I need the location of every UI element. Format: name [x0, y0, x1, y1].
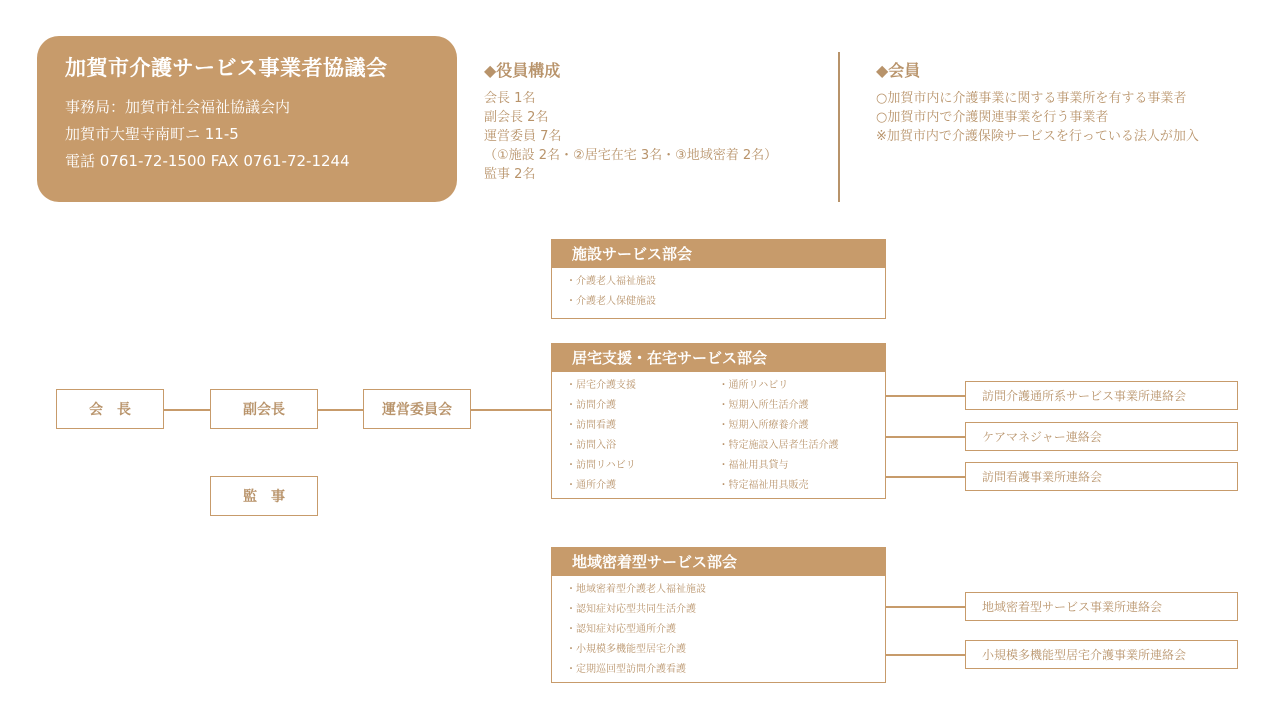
dept-item: ・居宅介護支援	[566, 380, 636, 391]
connector-committee-dept	[471, 409, 551, 411]
dept-item: ・訪問介護	[566, 400, 616, 411]
liaison-label: 訪問介護通所系サービス事業所連絡会	[982, 389, 1187, 403]
officers-heading: ◆役員構成	[484, 61, 561, 80]
officer-line: 副会長 2名	[484, 110, 549, 125]
dept-item: ・訪問入浴	[566, 440, 616, 451]
liaison-box	[965, 422, 1238, 451]
dept-title: 地域密着型サービス部会	[552, 548, 885, 576]
dept-item: ・短期入所療養介護	[718, 420, 809, 431]
facility-service-dept	[551, 239, 886, 319]
office-location: 事務局：加賀市社会福祉協議会内	[65, 98, 291, 116]
members-heading: ◆会員	[876, 61, 921, 80]
connector-liaison	[886, 476, 965, 478]
connector-liaison	[886, 606, 965, 608]
connector-president-vice	[164, 409, 210, 411]
officer-line: 運営委員 7名	[484, 129, 562, 144]
connector-liaison	[886, 395, 965, 397]
president-label: 会 長	[89, 402, 131, 418]
vice-president-label: 副会長	[243, 402, 285, 418]
liaison-box	[965, 592, 1238, 621]
contact-info: 電話 0761-72-1500 FAX 0761-72-1244	[65, 152, 350, 170]
dept-title: 施設サービス部会	[552, 240, 885, 268]
dept-item: ・福祉用具貸与	[718, 460, 789, 471]
committee-box	[363, 389, 471, 429]
liaison-label: 訪問看護事業所連絡会	[982, 470, 1103, 484]
liaison-label: ケアマネジャー連絡会	[982, 430, 1102, 444]
liaison-box	[965, 462, 1238, 491]
president-box	[56, 389, 164, 429]
dept-title: 居宅支援・在宅サービス部会	[552, 344, 885, 372]
dept-item: ・通所介護	[566, 480, 616, 491]
dept-item: ・認知症対応型通所介護	[566, 624, 676, 635]
connector-liaison	[886, 654, 965, 656]
dept-item: ・定期巡回型訪問介護看護	[566, 664, 686, 675]
dept-item: ・介護老人福祉施設	[566, 276, 656, 287]
auditor-box	[210, 476, 318, 516]
dept-item: ・訪問リハビリ	[566, 460, 636, 471]
connector-liaison	[886, 436, 965, 438]
dept-item: ・短期入所生活介護	[718, 400, 809, 411]
member-line: ※加賀市内で介護保険サービスを行っている法人が加入	[876, 129, 1199, 144]
vice-president-box	[210, 389, 318, 429]
dept-item: ・特定福祉用具販売	[718, 480, 809, 491]
community-dept	[551, 547, 886, 683]
home-support-dept	[551, 343, 886, 499]
dept-item: ・特定施設入居者生活介護	[718, 440, 839, 451]
member-line: ○加賀市内で介護関連事業を行う事業者	[876, 110, 1109, 125]
liaison-box	[965, 381, 1238, 410]
dept-item: ・認知症対応型共同生活介護	[566, 604, 696, 615]
dept-item: ・通所リハビリ	[718, 380, 789, 391]
dept-item: ・小規模多機能型居宅介護	[566, 644, 686, 655]
officer-line: 監事 2名	[484, 167, 536, 182]
officer-line: 会長 1名	[484, 91, 536, 106]
address: 加賀市大聖寺南町ニ 11-5	[65, 125, 239, 143]
liaison-label: 小規模多機能型居宅介護事業所連絡会	[982, 648, 1187, 662]
dept-item: ・介護老人保健施設	[566, 296, 656, 307]
connector-vice-committee	[318, 409, 363, 411]
dept-item: ・訪問看護	[566, 420, 616, 431]
liaison-label: 地域密着型サービス事業所連絡会	[982, 600, 1163, 614]
auditor-label: 監 事	[243, 489, 285, 505]
dept-item: ・地域密着型介護老人福祉施設	[566, 584, 706, 595]
officer-line: （①施設 2名・②居宅在宅 3名・③地域密着 2名）	[484, 148, 778, 163]
liaison-box	[965, 640, 1238, 669]
member-line: ○加賀市内に介護事業に関する事業所を有する事業者	[876, 91, 1187, 106]
committee-label: 運営委員会	[382, 402, 452, 418]
organization-name: 加賀市介護サービス事業者協議会	[65, 56, 388, 80]
